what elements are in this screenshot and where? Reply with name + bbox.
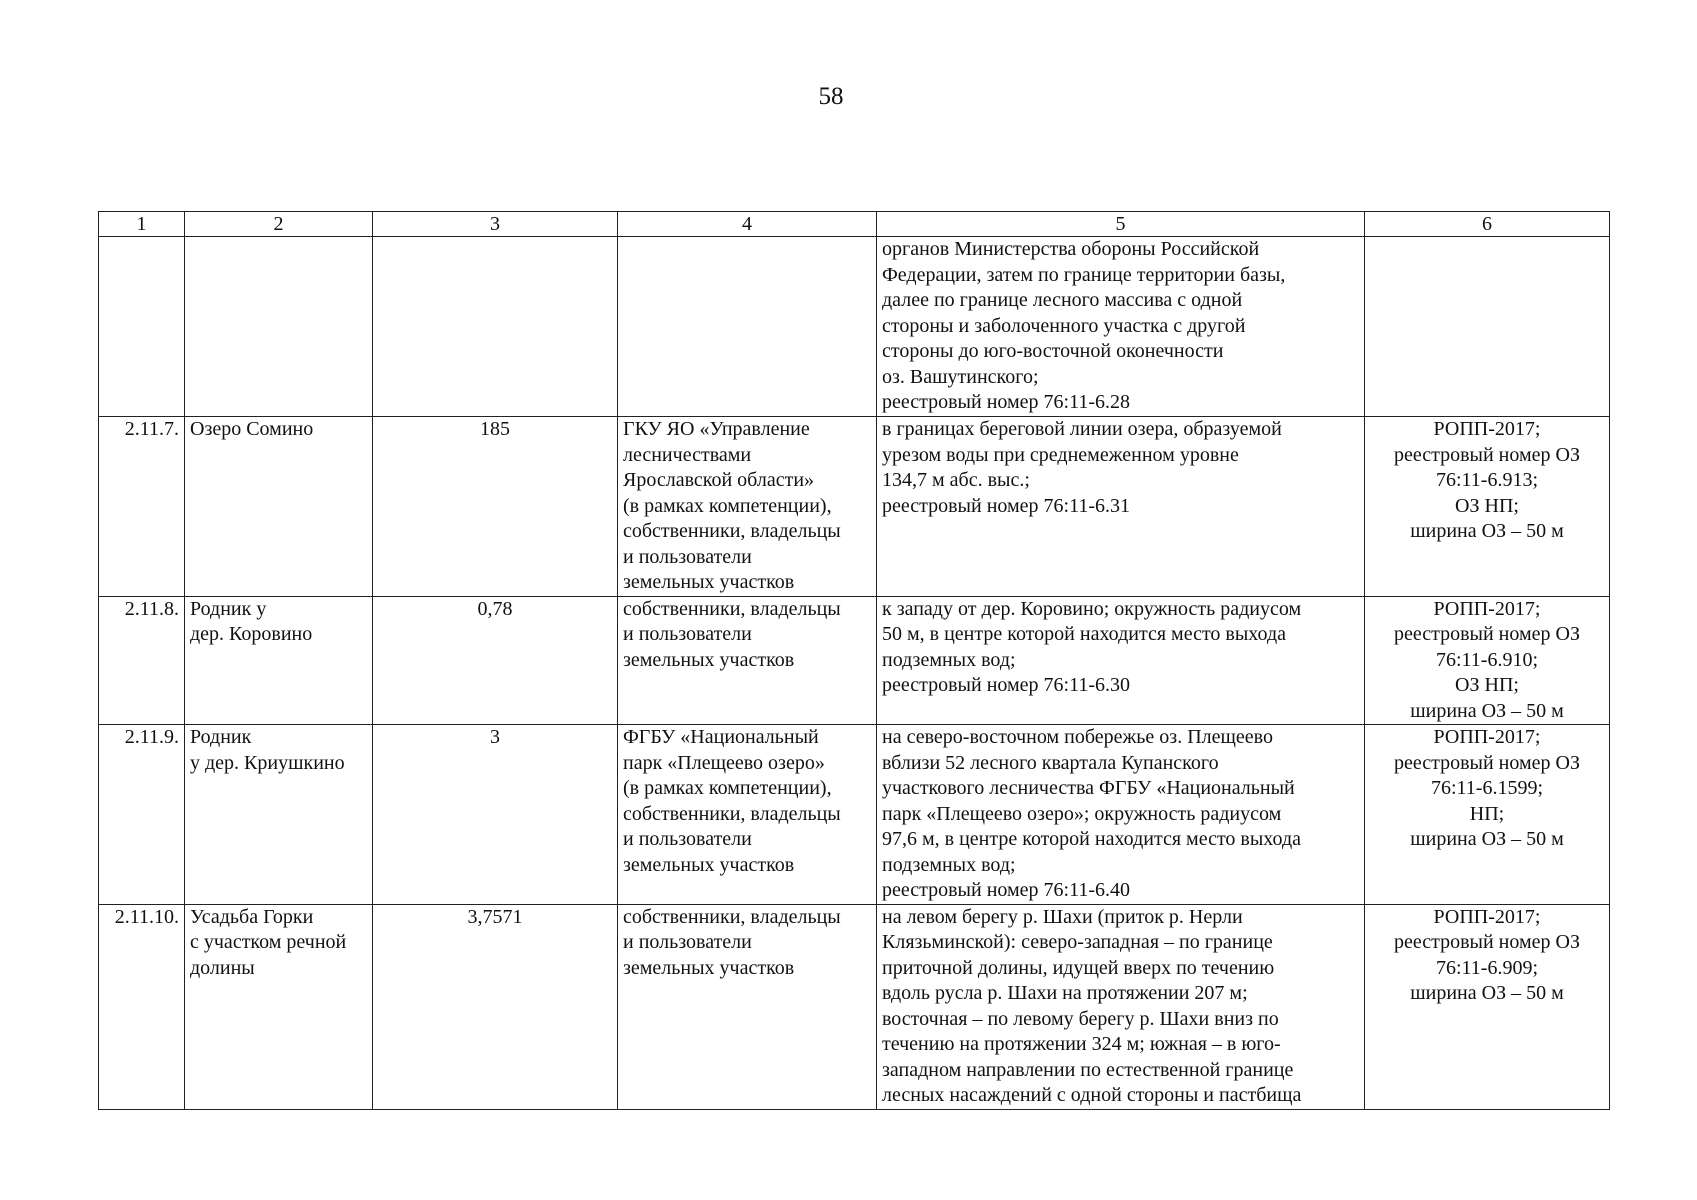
- column-header-2: 2: [185, 212, 373, 237]
- row-number-cell: 2.11.10.: [99, 904, 185, 1109]
- object-name-cell: Озеро Сомино: [185, 417, 373, 597]
- column-header-4: 4: [618, 212, 877, 237]
- area-cell: 3,7571: [373, 904, 618, 1109]
- column-header-5: 5: [877, 212, 1365, 237]
- area-cell: 3: [373, 725, 618, 905]
- column-header-3: 3: [373, 212, 618, 237]
- table-row: [99, 417, 1610, 597]
- registry-cell: РОПП-2017; реестровый номер ОЗ 76:11-6.910; ОЗ НП; ширина ОЗ – 50 м: [1365, 596, 1610, 725]
- table-row: [99, 596, 1610, 725]
- registry-cell: [1365, 237, 1610, 417]
- owner-cell: собственники, владельцы и пользователи земельных участков: [618, 596, 877, 725]
- object-name-cell: [185, 237, 373, 417]
- object-name-cell: Родник у дер. Коровино: [185, 596, 373, 725]
- register-table: [98, 211, 1610, 1110]
- boundary-description-cell: на северо-восточном побережье оз. Плещеево вблизи 52 лесного квартала Купанского участкового лесничества ФГБУ «Национальный парк «Плещеево озеро»; окружность радиусом 97,6 м, в центре которой находится место выхода подземных вод; реестровый номер 76:11-6.40: [877, 725, 1365, 905]
- object-name-cell: Усадьба Горки с участком речной долины: [185, 904, 373, 1109]
- table-row: [99, 725, 1610, 905]
- column-header-1: 1: [99, 212, 185, 237]
- registry-cell: РОПП-2017; реестровый номер ОЗ 76:11-6.913; ОЗ НП; ширина ОЗ – 50 м: [1365, 417, 1610, 597]
- registry-cell: РОПП-2017; реестровый номер ОЗ 76:11-6.909; ширина ОЗ – 50 м: [1365, 904, 1610, 1109]
- area-cell: 185: [373, 417, 618, 597]
- boundary-description-cell: в границах береговой линии озера, образуемой урезом воды при среднемеженном уровне 134,7 м абс. выс.; реестровый номер 76:11-6.31: [877, 417, 1365, 597]
- row-number-cell: 2.11.8.: [99, 596, 185, 725]
- boundary-description-cell: на левом берегу р. Шахи (приток р. Нерли Клязьминской): северо-западная – по границе приточной долины, идущей вверх по течению вдоль русла р. Шахи на протяжении 207 м; восточная – по левому берегу р. Шахи вниз по течению на протяжении 324 м; южная – в юго- западном направлении по естественной границе лесных насаждений с одной стороны и пастбища: [877, 904, 1365, 1109]
- owner-cell: ФГБУ «Национальный парк «Плещеево озеро» (в рамках компетенции), собственники, владельцы и пользователи земельных участков: [618, 725, 877, 905]
- registry-cell: РОПП-2017; реестровый номер ОЗ 76:11-6.1599; НП; ширина ОЗ – 50 м: [1365, 725, 1610, 905]
- owner-cell: ГКУ ЯО «Управление лесничествами Ярославской области» (в рамках компетенции), собственники, владельцы и пользователи земельных участков: [618, 417, 877, 597]
- boundary-description-cell: органов Министерства обороны Российской Федерации, затем по границе территории базы, далее по границе лесного массива с одной стороны и заболоченного участка с другой стороны до юго-восточной оконечности оз. Вашутинского; реестровый номер 76:11-6.28: [877, 237, 1365, 417]
- page-number: 58: [818, 83, 844, 110]
- object-name-cell: Родник у дер. Криушкино: [185, 725, 373, 905]
- row-number-cell: 2.11.9.: [99, 725, 185, 905]
- owner-cell: [618, 237, 877, 417]
- header-row: [99, 212, 1610, 237]
- table-row: [99, 237, 1610, 417]
- column-header-6: 6: [1365, 212, 1610, 237]
- area-cell: 0,78: [373, 596, 618, 725]
- owner-cell: собственники, владельцы и пользователи земельных участков: [618, 904, 877, 1109]
- row-number-cell: 2.11.7.: [99, 417, 185, 597]
- boundary-description-cell: к западу от дер. Коровино; окружность радиусом 50 м, в центре которой находится место выхода подземных вод; реестровый номер 76:11-6.30: [877, 596, 1365, 725]
- area-cell: [373, 237, 618, 417]
- row-number-cell: [99, 237, 185, 417]
- table-row: [99, 904, 1610, 1109]
